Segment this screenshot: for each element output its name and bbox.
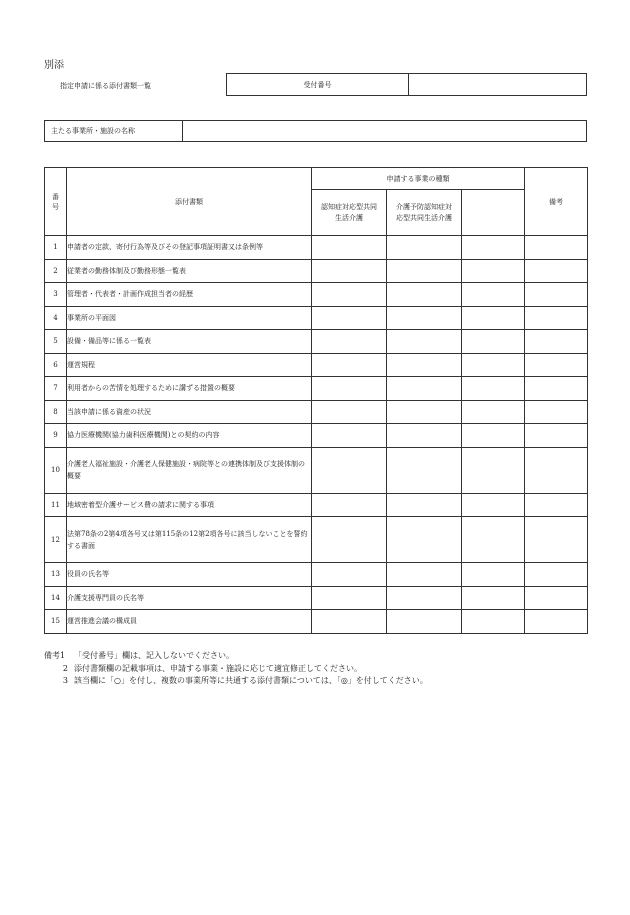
row-document: 利用者からの苦情を処理するために講ずる措置の概要: [67, 377, 312, 401]
service-type-check-cell[interactable]: [312, 306, 387, 330]
row-number: 5: [45, 330, 67, 354]
notes-section: [44, 650, 428, 688]
service-type-check-cell[interactable]: [387, 493, 462, 517]
row-number: 15: [45, 610, 67, 634]
service-type-check-cell[interactable]: [387, 447, 462, 493]
table-row: [45, 236, 588, 260]
service-type-check-cell[interactable]: [312, 236, 387, 260]
row-number: 7: [45, 377, 67, 401]
row-document: 介護老人福祉施設・介護老人保健施設・病院等との連携体制及び支援体制の概要: [67, 447, 312, 493]
remarks-cell[interactable]: [525, 400, 588, 424]
row-document: 管理者・代表者・計画作成担当者の経歴: [67, 283, 312, 307]
service-type-check-cell[interactable]: [462, 259, 525, 283]
column-header-service-types: 申請する事業の種類: [312, 168, 525, 190]
service-type-check-cell[interactable]: [462, 493, 525, 517]
table-row: [45, 259, 588, 283]
row-document: 従業者の勤務体制及び勤務形態一覧表: [67, 259, 312, 283]
row-document: 運営規程: [67, 353, 312, 377]
note-item: [44, 650, 428, 663]
row-number: 14: [45, 586, 67, 610]
service-type-header-2: [387, 190, 462, 236]
remarks-cell[interactable]: [525, 517, 588, 563]
attachment-table: [44, 167, 588, 634]
service-type-check-cell[interactable]: [462, 236, 525, 260]
reception-number-label: 受付番号: [227, 74, 409, 95]
remarks-cell[interactable]: [525, 493, 588, 517]
column-header-documents: 添付書類: [67, 168, 312, 236]
row-number: 8: [45, 400, 67, 424]
row-document: 協力医療機関(協力歯科医療機関)との契約の内容: [67, 424, 312, 448]
service-type-check-cell[interactable]: [312, 330, 387, 354]
service-type-check-cell[interactable]: [462, 330, 525, 354]
note-text: 添付書類欄の記載事項は、申請する事業・施設に応じて適宜修正してください。: [74, 663, 362, 673]
remarks-cell[interactable]: [525, 236, 588, 260]
row-number: 2: [45, 259, 67, 283]
service-type-check-cell[interactable]: [387, 400, 462, 424]
row-document: 設備・備品等に係る一覧表: [67, 330, 312, 354]
main-office-box: [44, 120, 587, 142]
remarks-cell[interactable]: [525, 447, 588, 493]
remarks-cell[interactable]: [525, 259, 588, 283]
row-number: 13: [45, 563, 67, 587]
table-row: [45, 306, 588, 330]
service-type-check-cell[interactable]: [387, 283, 462, 307]
note-lead: 2: [62, 663, 68, 673]
column-header-number-text: 番号: [52, 192, 59, 211]
service-type-check-cell[interactable]: [387, 306, 462, 330]
table-row: [45, 353, 588, 377]
service-type-check-cell[interactable]: [312, 377, 387, 401]
row-number: 4: [45, 306, 67, 330]
table-row: [45, 330, 588, 354]
remarks-cell[interactable]: [525, 563, 588, 587]
service-type-check-cell[interactable]: [312, 493, 387, 517]
table-row: [45, 377, 588, 401]
service-type-check-cell[interactable]: [312, 610, 387, 634]
service-type-check-cell[interactable]: [312, 586, 387, 610]
note-item: [44, 675, 428, 688]
service-type-check-cell[interactable]: [312, 447, 387, 493]
row-number: 12: [45, 517, 67, 563]
service-type-label-1: 認知症対応型共同生活介護: [321, 202, 377, 222]
row-number: 11: [45, 493, 67, 517]
table-row: [45, 586, 588, 610]
service-type-header-1: [312, 190, 387, 236]
service-type-check-cell[interactable]: [387, 330, 462, 354]
note-item: [44, 663, 428, 676]
service-type-check-cell[interactable]: [462, 447, 525, 493]
table-row: [45, 563, 588, 587]
service-type-check-cell[interactable]: [312, 424, 387, 448]
row-number: 1: [45, 236, 67, 260]
service-type-check-cell[interactable]: [387, 236, 462, 260]
column-header-remarks: 備考: [525, 168, 588, 236]
table-row: [45, 283, 588, 307]
service-type-label-2: 介護予防認知症対応型共同生活介護: [396, 202, 452, 222]
remarks-cell[interactable]: [525, 330, 588, 354]
table-row: [45, 493, 588, 517]
row-document: 役員の氏名等: [67, 563, 312, 587]
row-number: 3: [45, 283, 67, 307]
row-document: 地域密着型介護サービス費の請求に関する事項: [67, 493, 312, 517]
service-type-check-cell[interactable]: [387, 517, 462, 563]
row-document: 事業所の平面図: [67, 306, 312, 330]
remarks-cell[interactable]: [525, 283, 588, 307]
table-row: [45, 424, 588, 448]
column-header-number: [45, 168, 67, 236]
row-number: 9: [45, 424, 67, 448]
reception-number-field[interactable]: [409, 74, 586, 95]
remarks-cell[interactable]: [525, 610, 588, 634]
attachment-label: 別添: [44, 60, 64, 71]
row-document: 申請者の定款、寄付行為等及びその登記事項証明書又は条例等: [67, 236, 312, 260]
row-document: 当該申請に係る資産の状況: [67, 400, 312, 424]
note-text: 該当欄に「○」を付し、複数の事業所等に共通する添付書類については、「◎」を付してください。: [74, 676, 428, 685]
remarks-cell[interactable]: [525, 306, 588, 330]
service-type-check-cell[interactable]: [462, 517, 525, 563]
service-type-check-cell[interactable]: [462, 283, 525, 307]
remarks-cell[interactable]: [525, 353, 588, 377]
service-type-check-cell[interactable]: [462, 353, 525, 377]
service-type-header-3: [462, 190, 525, 236]
service-type-check-cell[interactable]: [462, 377, 525, 401]
service-type-check-cell[interactable]: [312, 259, 387, 283]
main-office-label: 主たる事業所・施設の名称: [45, 121, 183, 141]
service-type-check-cell[interactable]: [312, 353, 387, 377]
service-type-check-cell[interactable]: [387, 563, 462, 587]
remarks-cell[interactable]: [525, 424, 588, 448]
remarks-cell[interactable]: [525, 586, 588, 610]
service-type-check-cell[interactable]: [387, 259, 462, 283]
row-number: 10: [45, 447, 67, 493]
main-office-field[interactable]: [183, 121, 586, 141]
service-type-check-cell[interactable]: [312, 400, 387, 424]
service-type-check-cell[interactable]: [387, 586, 462, 610]
note-lead: 備考1: [44, 651, 66, 660]
note-lead: 3: [62, 676, 68, 685]
remarks-cell[interactable]: [525, 377, 588, 401]
service-type-check-cell[interactable]: [312, 517, 387, 563]
table-row: [45, 447, 588, 493]
service-type-check-cell[interactable]: [312, 563, 387, 587]
service-type-check-cell[interactable]: [462, 563, 525, 587]
service-type-check-cell[interactable]: [387, 610, 462, 634]
row-document: 法第78条の2第4項各号又は第115条の12第2項各号に該当しないことを誓約する書面: [67, 517, 312, 563]
service-type-check-cell[interactable]: [312, 283, 387, 307]
row-number: 6: [45, 353, 67, 377]
service-type-check-cell[interactable]: [462, 610, 525, 634]
row-document: 介護支援専門員の氏名等: [67, 586, 312, 610]
reception-number-box: [226, 73, 587, 96]
service-type-check-cell[interactable]: [462, 424, 525, 448]
service-type-check-cell[interactable]: [387, 353, 462, 377]
service-type-check-cell[interactable]: [462, 306, 525, 330]
note-text: 「受付番号」欄は、記入しないでください。: [74, 651, 234, 660]
service-type-check-cell[interactable]: [462, 400, 525, 424]
table-row: [45, 517, 588, 563]
service-type-check-cell[interactable]: [387, 424, 462, 448]
table-row: [45, 400, 588, 424]
row-document: 運営推進会議の構成員: [67, 610, 312, 634]
service-type-check-cell[interactable]: [462, 586, 525, 610]
table-row: [45, 610, 588, 634]
service-type-check-cell[interactable]: [387, 377, 462, 401]
document-title: 指定申請に係る添付書類一覧: [60, 82, 151, 90]
